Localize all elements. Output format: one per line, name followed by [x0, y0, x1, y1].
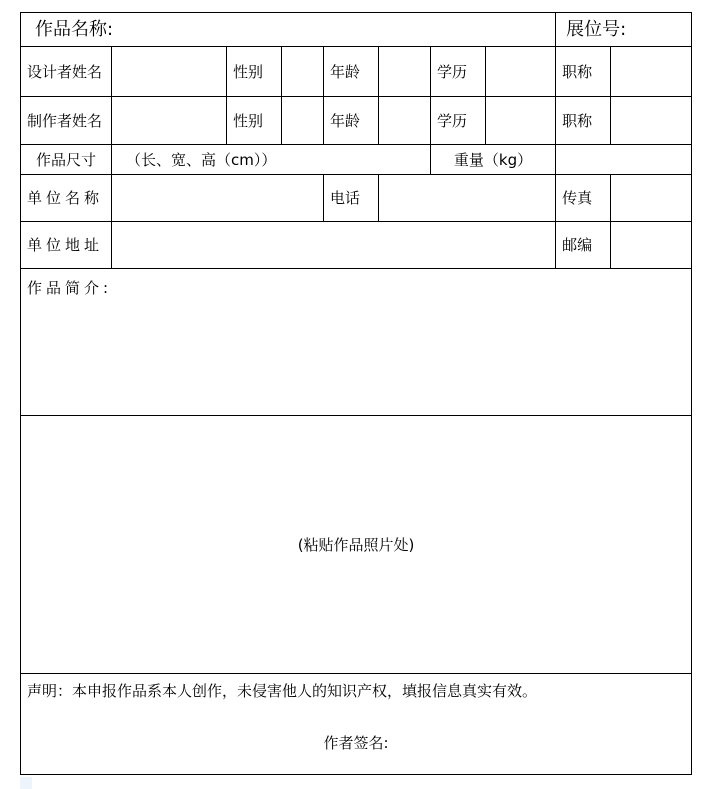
- designer-row: [21, 47, 692, 97]
- designer-name-input[interactable]: [112, 47, 227, 97]
- corner-marker: [20, 777, 32, 789]
- maker-name-label: 制作者姓名: [21, 97, 112, 145]
- size-row: [21, 145, 692, 175]
- designer-age-label: 年龄: [324, 47, 379, 97]
- designer-title-input[interactable]: [611, 47, 692, 97]
- unit-name-label: 单位名称: [21, 175, 112, 222]
- header-row: [21, 13, 692, 47]
- intro-row: [21, 269, 692, 416]
- weight-label: 重量（kg）: [431, 145, 556, 175]
- booth-no-label: 展位号:: [566, 18, 627, 40]
- work-name-label: 作品名称:: [35, 18, 114, 40]
- maker-age-label: 年龄: [324, 97, 379, 145]
- weight-input[interactable]: [556, 145, 692, 175]
- photo-row: [21, 416, 692, 674]
- work-name-field[interactable]: [21, 13, 556, 47]
- size-hint: （长、宽、高（cm））: [126, 150, 277, 169]
- address-label: 单位地址: [21, 222, 112, 269]
- exhibit-registration-form: [20, 12, 692, 775]
- size-label: 作品尺寸: [21, 145, 112, 175]
- declaration-text: 声明：本申报作品系本人创作，未侵害他人的知识产权，填报信息真实有效。: [27, 682, 538, 700]
- intro-field[interactable]: [21, 269, 692, 416]
- maker-education-input[interactable]: [486, 97, 556, 145]
- unit-name-input[interactable]: [112, 175, 324, 222]
- fax-label: 传真: [556, 175, 611, 222]
- maker-name-input[interactable]: [112, 97, 227, 145]
- maker-title-input[interactable]: [611, 97, 692, 145]
- maker-education-label: 学历: [431, 97, 486, 145]
- designer-gender-input[interactable]: [282, 47, 324, 97]
- unit-row: [21, 175, 692, 222]
- postcode-label: 邮编: [556, 222, 611, 269]
- fax-input[interactable]: [611, 175, 692, 222]
- postcode-input[interactable]: [611, 222, 692, 269]
- booth-no-field[interactable]: [556, 13, 692, 47]
- declaration-cell: [21, 674, 692, 775]
- signature-label: 作者签名:: [323, 734, 389, 752]
- designer-age-input[interactable]: [379, 47, 431, 97]
- designer-gender-label: 性别: [227, 47, 282, 97]
- signature-field[interactable]: [27, 732, 685, 754]
- designer-title-label: 职称: [556, 47, 611, 97]
- address-input[interactable]: [112, 222, 556, 269]
- declaration-row: [21, 674, 692, 775]
- maker-gender-input[interactable]: [282, 97, 324, 145]
- phone-input[interactable]: [379, 175, 556, 222]
- designer-education-input[interactable]: [486, 47, 556, 97]
- size-input[interactable]: [112, 145, 431, 175]
- photo-area[interactable]: [21, 416, 692, 674]
- maker-age-input[interactable]: [379, 97, 431, 145]
- maker-gender-label: 性别: [227, 97, 282, 145]
- intro-label: 作品简介:: [27, 279, 113, 297]
- designer-name-label: 设计者姓名: [21, 47, 112, 97]
- address-row: [21, 222, 692, 269]
- phone-label: 电话: [324, 175, 379, 222]
- maker-row: [21, 97, 692, 145]
- maker-title-label: 职称: [556, 97, 611, 145]
- photo-placeholder: (粘贴作品照片处): [297, 535, 415, 554]
- designer-education-label: 学历: [431, 47, 486, 97]
